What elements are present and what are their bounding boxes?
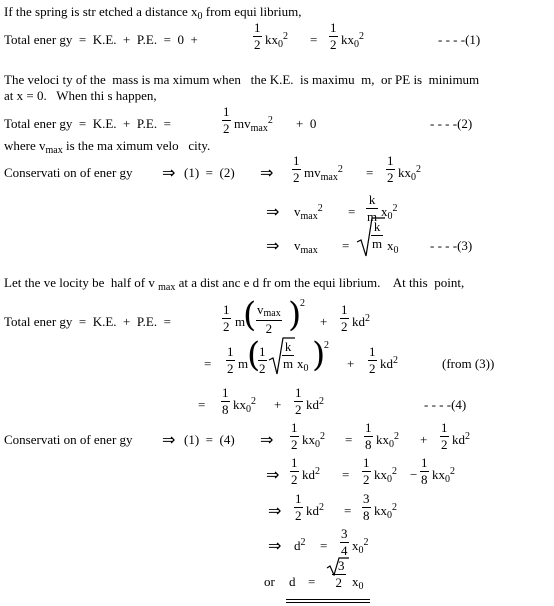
eq4c-kx0sq: $kx_0^2$	[233, 396, 256, 415]
eq4c-equals: =	[198, 397, 206, 412]
eq4a-kd2: $kd^2$	[352, 313, 370, 329]
cons1-kx0sq: $kx_0^2$	[398, 164, 421, 183]
cons5-equals: =	[342, 467, 350, 482]
where-line: where $v_{max}$ is the ma ximum velo city.	[4, 138, 211, 156]
eq2-lhs: Total ener gy = K.E. + P.E. =	[4, 116, 171, 131]
cons5-frac-b: 1 2	[363, 455, 370, 487]
cons2-frac-k-m: k m	[367, 192, 378, 224]
cons5-kx0sq: $kx_0^2$	[374, 466, 397, 485]
eq4b-frac-inner-half: 1 2	[259, 344, 266, 376]
eq4c-frac-half: 1 2	[295, 385, 302, 417]
eq4c-plus: +	[274, 397, 282, 412]
cons2-vmaxsq: $v_{max}^2$	[294, 203, 323, 222]
eq4b-sup: 2	[324, 340, 329, 351]
implies-icon: ⇒	[260, 163, 274, 182]
cons8-equals: =	[308, 574, 316, 589]
cons1-frac-half-2: 1 2	[387, 153, 394, 185]
eq1-tag: - - - -(1)	[438, 32, 481, 47]
velocity-text-1: The veloci ty of the mass is ma ximum when the K.E. is maximu m, or PE is minimum	[4, 72, 480, 87]
cons1-equals: =	[366, 165, 374, 180]
cons4-mid: (1) = (4)	[184, 432, 235, 447]
cons7-d2: $d^2$	[294, 537, 306, 553]
eq4c-kd2: $kd^2$	[306, 396, 324, 412]
cons8-d: d	[289, 574, 296, 589]
cons5-minus: −	[410, 467, 418, 482]
cons4-equals: =	[345, 432, 353, 447]
cons6-frac-b: 3 8	[363, 491, 370, 523]
eq2-rest: + 0	[296, 116, 317, 131]
eq4a-m: m	[235, 314, 246, 329]
eq4b-equals: =	[204, 356, 212, 371]
eq4b-x0: $x_0$	[297, 356, 309, 374]
cons8-or: or	[264, 574, 275, 589]
implies-icon: ⇒	[266, 465, 280, 484]
cons7-equals: =	[320, 538, 328, 553]
eq4b-frac-half-2: 1 2	[369, 344, 376, 376]
cons6-frac-a: 1 2	[295, 491, 302, 523]
cons4-lhs: Conservati on of ener gy	[4, 432, 133, 447]
half-velocity-line: Let the ve locity be half of v $_{max}$ at a dist anc e d fr om the equi librium. At this point,	[4, 275, 465, 293]
cons1-mvmax: $mv_{max}^2$	[304, 164, 343, 183]
eq2-mvmax: $mv_{max}^2$	[234, 115, 273, 134]
eq4b-frac-k-m: k m	[283, 339, 294, 371]
cons7-frac: 3 4	[341, 526, 348, 558]
cons1-frac-half: 1 2	[293, 153, 300, 185]
eq1-kx0sq: $kx_0^2$	[265, 31, 288, 50]
cons4-frac-b: 1 8	[365, 420, 372, 452]
implies-icon: ⇒	[162, 163, 176, 182]
eq4a-frac-half: 1 2	[223, 302, 230, 334]
eq2-frac-half: 1 2	[223, 104, 230, 136]
eq4b-frac-half: 1 2	[227, 344, 234, 376]
eq4a-sup: 2	[300, 298, 305, 309]
eq4a-plus: +	[320, 314, 328, 329]
implies-icon: ⇒	[162, 430, 176, 449]
answer-underline-bottom	[286, 602, 370, 603]
eq1-equals: =	[310, 32, 318, 47]
eq4a-lhs: Total ener gy = K.E. + P.E. =	[4, 314, 171, 329]
intro-line: If the spring is str etched a distance $x_0$ from equi librium,	[4, 4, 302, 22]
cons1-lhs: Conservati on of ener gy	[4, 165, 133, 180]
from-3-note: (from (3))	[442, 356, 495, 371]
eq4b-kd2: $kd^2$	[380, 355, 398, 371]
cons4-frac-a: 1 2	[291, 420, 298, 452]
cons4-kx0sq: $kx_0^2$	[302, 431, 325, 450]
eq1-lhs: Total ener gy = K.E. + P.E. = 0 +	[4, 32, 198, 47]
eq4a-frac-vmax-2: vmax 2	[257, 302, 281, 336]
eq3-tag: - - - -(3)	[430, 238, 473, 253]
cons4-plus: +	[420, 432, 428, 447]
eq1-frac-half-2: 1 2	[330, 20, 337, 52]
right-paren: )	[288, 295, 302, 335]
cons5-kd2: $kd^2$	[302, 466, 320, 482]
cons2-x0sq: $x_0^2$	[381, 203, 398, 222]
implies-icon: ⇒	[266, 236, 280, 255]
cons5-kx0sq-2: $kx_0^2$	[432, 466, 455, 485]
implies-icon: ⇒	[260, 430, 274, 449]
cons3-frac-k-m: k m	[372, 219, 383, 251]
implies-icon: ⇒	[268, 501, 282, 520]
cons4-kd2: $kd^2$	[452, 431, 470, 447]
eq4a-frac-half-2: 1 2	[341, 302, 348, 334]
cons6-kd2: $kd^2$	[306, 502, 324, 518]
implies-icon: ⇒	[266, 202, 280, 221]
cons8-frac: 3 2	[332, 559, 346, 590]
cons7-x0sq: $x_0^2$	[352, 537, 369, 556]
left-paren: (	[247, 335, 261, 375]
eq1-frac-half: 1 2	[254, 20, 261, 52]
cons5-frac-a: 1 2	[291, 455, 298, 487]
cons2-equals: =	[348, 204, 356, 219]
left-paren: (	[243, 295, 257, 335]
eq2-tag: - - - -(2)	[430, 116, 473, 131]
eq4-tag: - - - -(4)	[424, 397, 467, 412]
cons4-frac-c: 1 2	[441, 420, 448, 452]
cons5-frac-c: 1 8	[421, 455, 428, 487]
implies-icon: ⇒	[268, 536, 282, 555]
cons8-x0: $x_0$	[352, 574, 364, 592]
cons6-equals: =	[344, 503, 352, 518]
velocity-text-2: at x = 0. When thi s happen,	[4, 88, 157, 103]
answer-underline-top	[286, 599, 370, 600]
cons3-vmax: $v_{max}$	[294, 238, 318, 256]
eq4c-frac-eighth: 1 8	[222, 385, 229, 417]
eq1-kx0sq-2: $kx_0^2$	[341, 31, 364, 50]
cons1-mid: (1) = (2)	[184, 165, 235, 180]
cons3-x0: $x_0$	[387, 238, 399, 256]
eq4b-plus: +	[347, 356, 355, 371]
eq4b-m: m	[238, 356, 249, 371]
cons3-equals: =	[342, 238, 350, 253]
cons6-kx0sq: $kx_0^2$	[374, 502, 397, 521]
cons4-kx0sq-2: $kx_0^2$	[376, 431, 399, 450]
right-paren: )	[312, 335, 326, 375]
